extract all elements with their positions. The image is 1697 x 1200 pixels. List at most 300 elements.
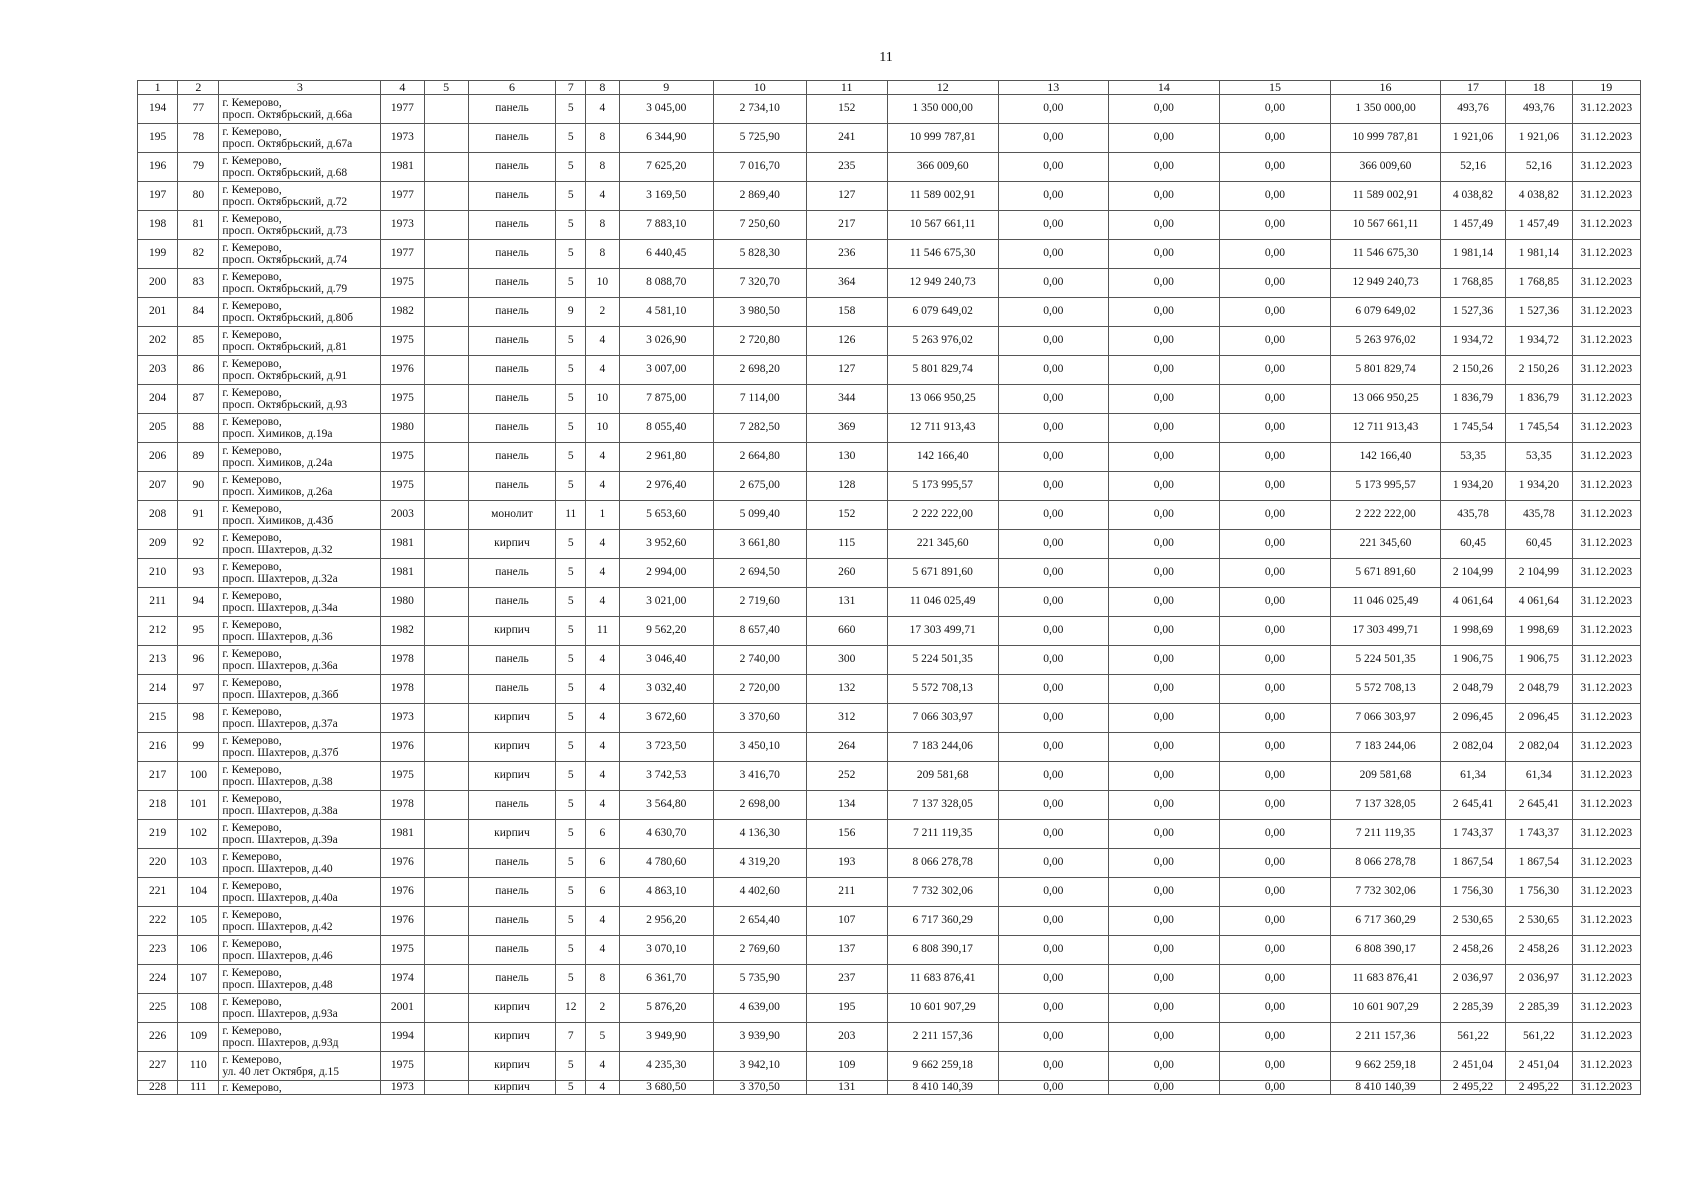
cell-col-9: 4 630,70 (619, 820, 714, 849)
cell-col-9: 3 680,50 (619, 1081, 714, 1095)
cell-col-11: 217 (806, 211, 887, 240)
cell-col-8: 4 (586, 704, 619, 733)
cell-col-17: 1 743,37 (1440, 820, 1505, 849)
cell-col-17: 2 530,65 (1440, 907, 1505, 936)
cell-col-12: 366 009,60 (887, 153, 998, 182)
cell-col-6: панель (468, 588, 555, 617)
cell-col-12: 5 801 829,74 (887, 356, 998, 385)
table-row (138, 530, 1641, 559)
cell-col-8: 6 (586, 849, 619, 878)
cell-col-15: 0,00 (1219, 414, 1331, 443)
cell-col-9: 8 088,70 (619, 269, 714, 298)
cell-col-15: 0,00 (1219, 675, 1331, 704)
cell-col-2: 97 (178, 675, 219, 704)
address-cell (219, 327, 381, 356)
cell-col-15: 0,00 (1219, 472, 1331, 501)
cell-col-18: 4 061,64 (1506, 588, 1572, 617)
cell-col-12: 9 662 259,18 (887, 1052, 998, 1081)
table-row (138, 617, 1641, 646)
cell-col-15: 0,00 (1219, 733, 1331, 762)
table-row (138, 385, 1641, 414)
cell-col-11: 195 (806, 994, 887, 1023)
cell-col-5 (424, 182, 468, 211)
cell-col-1: 225 (138, 994, 178, 1023)
cell-col-1: 212 (138, 617, 178, 646)
cell-col-16: 5 801 829,74 (1331, 356, 1441, 385)
cell-col-6: панель (468, 182, 555, 211)
cell-col-16: 5 173 995,57 (1331, 472, 1441, 501)
cell-col-15: 0,00 (1219, 878, 1331, 907)
cell-col-1: 219 (138, 820, 178, 849)
cell-col-16: 11 046 025,49 (1331, 588, 1441, 617)
page-number: 11 (879, 50, 893, 65)
cell-col-12: 7 137 328,05 (887, 791, 998, 820)
address-line: г. Кемерово, (222, 300, 282, 312)
cell-col-9: 3 046,40 (619, 646, 714, 675)
cell-col-1: 216 (138, 733, 178, 762)
cell-col-5 (424, 1052, 468, 1081)
cell-col-19: 31.12.2023 (1572, 356, 1640, 385)
cell-col-5 (424, 791, 468, 820)
cell-col-14: 0,00 (1109, 1081, 1220, 1095)
cell-col-14: 0,00 (1109, 820, 1220, 849)
cell-col-8: 4 (586, 646, 619, 675)
cell-col-12: 142 166,40 (887, 443, 998, 472)
cell-col-1: 194 (138, 95, 178, 124)
table-row (138, 211, 1641, 240)
cell-col-12: 10 999 787,81 (887, 124, 998, 153)
cell-col-8: 4 (586, 588, 619, 617)
cell-col-18: 1 743,37 (1506, 820, 1572, 849)
cell-col-6: панель (468, 791, 555, 820)
address-line: просп. Шахтеров, д.46 (222, 950, 333, 962)
cell-col-12: 7 183 244,06 (887, 733, 998, 762)
cell-col-5 (424, 907, 468, 936)
cell-col-6: панель (468, 211, 555, 240)
cell-col-15: 0,00 (1219, 849, 1331, 878)
cell-col-8: 6 (586, 878, 619, 907)
table-row (138, 762, 1641, 791)
cell-col-13: 0,00 (998, 1081, 1109, 1095)
table-row (138, 733, 1641, 762)
cell-col-5 (424, 240, 468, 269)
cell-col-7: 5 (556, 820, 586, 849)
cell-col-11: 235 (806, 153, 887, 182)
cell-col-4: 1978 (381, 791, 424, 820)
cell-col-6: кирпич (468, 704, 555, 733)
cell-col-17: 435,78 (1440, 501, 1505, 530)
cell-col-5 (424, 298, 468, 327)
table-row (138, 1052, 1641, 1081)
cell-col-12: 12 949 240,73 (887, 269, 998, 298)
cell-col-8: 4 (586, 182, 619, 211)
cell-col-8: 4 (586, 443, 619, 472)
address-line: г. Кемерово, (222, 967, 282, 979)
cell-col-14: 0,00 (1109, 791, 1220, 820)
cell-col-1: 211 (138, 588, 178, 617)
cell-col-10: 4 639,00 (714, 994, 806, 1023)
cell-col-9: 7 883,10 (619, 211, 714, 240)
cell-col-1: 199 (138, 240, 178, 269)
cell-col-15: 0,00 (1219, 907, 1331, 936)
cell-col-1: 196 (138, 153, 178, 182)
cell-col-5 (424, 994, 468, 1023)
table-row (138, 820, 1641, 849)
cell-col-2: 91 (178, 501, 219, 530)
cell-col-16: 11 546 675,30 (1331, 240, 1441, 269)
cell-col-14: 0,00 (1109, 675, 1220, 704)
cell-col-8: 5 (586, 1023, 619, 1052)
cell-col-5 (424, 356, 468, 385)
cell-col-7: 5 (556, 182, 586, 211)
address-line: просп. Шахтеров, д.93д (222, 1037, 339, 1049)
cell-col-10: 7 320,70 (714, 269, 806, 298)
cell-col-4: 1976 (381, 878, 424, 907)
cell-col-7: 12 (556, 994, 586, 1023)
table-row (138, 791, 1641, 820)
address-line: просп. Химиков, д.24а (222, 457, 333, 469)
cell-col-9: 3 952,60 (619, 530, 714, 559)
cell-col-18: 2 104,99 (1506, 559, 1572, 588)
cell-col-7: 5 (556, 472, 586, 501)
column-header: 12 (887, 81, 998, 95)
cell-col-13: 0,00 (998, 327, 1109, 356)
cell-col-2: 96 (178, 646, 219, 675)
cell-col-14: 0,00 (1109, 443, 1220, 472)
cell-col-1: 226 (138, 1023, 178, 1052)
cell-col-8: 2 (586, 298, 619, 327)
cell-col-4: 1976 (381, 356, 424, 385)
cell-col-13: 0,00 (998, 907, 1109, 936)
table-row (138, 1081, 1641, 1095)
cell-col-12: 5 263 976,02 (887, 327, 998, 356)
cell-col-17: 1 998,69 (1440, 617, 1505, 646)
cell-col-5 (424, 878, 468, 907)
table-row (138, 356, 1641, 385)
column-header: 16 (1331, 81, 1441, 95)
cell-col-9: 3 564,80 (619, 791, 714, 820)
cell-col-2: 107 (178, 965, 219, 994)
cell-col-6: кирпич (468, 820, 555, 849)
cell-col-11: 152 (806, 95, 887, 124)
cell-col-10: 5 828,30 (714, 240, 806, 269)
cell-col-19: 31.12.2023 (1572, 298, 1640, 327)
cell-col-13: 0,00 (998, 182, 1109, 211)
cell-col-1: 202 (138, 327, 178, 356)
cell-col-11: 300 (806, 646, 887, 675)
cell-col-18: 1 867,54 (1506, 849, 1572, 878)
table-row (138, 124, 1641, 153)
cell-col-15: 0,00 (1219, 936, 1331, 965)
address-line: г. Кемерово, (222, 416, 282, 428)
cell-col-19: 31.12.2023 (1572, 472, 1640, 501)
cell-col-10: 2 869,40 (714, 182, 806, 211)
address-line: просп. Шахтеров, д.32а (222, 573, 338, 585)
cell-col-5 (424, 704, 468, 733)
cell-col-17: 1 906,75 (1440, 646, 1505, 675)
cell-col-9: 7 875,00 (619, 385, 714, 414)
cell-col-9: 3 949,90 (619, 1023, 714, 1052)
cell-col-16: 10 999 787,81 (1331, 124, 1441, 153)
cell-col-4: 1981 (381, 559, 424, 588)
cell-col-10: 3 939,90 (714, 1023, 806, 1052)
cell-col-9: 3 032,40 (619, 675, 714, 704)
cell-col-9: 5 653,60 (619, 501, 714, 530)
cell-col-1: 221 (138, 878, 178, 907)
cell-col-1: 195 (138, 124, 178, 153)
cell-col-16: 5 263 976,02 (1331, 327, 1441, 356)
cell-col-11: 131 (806, 1081, 887, 1095)
cell-col-18: 435,78 (1506, 501, 1572, 530)
address-line: просп. Шахтеров, д.40а (222, 892, 338, 904)
cell-col-13: 0,00 (998, 530, 1109, 559)
cell-col-6: кирпич (468, 1081, 555, 1095)
address-line: просп. Шахтеров, д.40 (222, 863, 333, 875)
cell-col-1: 214 (138, 675, 178, 704)
address-line: просп. Октябрьский, д.91 (222, 370, 348, 382)
cell-col-6: панель (468, 443, 555, 472)
cell-col-14: 0,00 (1109, 182, 1220, 211)
cell-col-10: 5 099,40 (714, 501, 806, 530)
cell-col-10: 3 942,10 (714, 1052, 806, 1081)
cell-col-15: 0,00 (1219, 269, 1331, 298)
cell-col-15: 0,00 (1219, 153, 1331, 182)
cell-col-18: 60,45 (1506, 530, 1572, 559)
cell-col-18: 1 906,75 (1506, 646, 1572, 675)
cell-col-11: 107 (806, 907, 887, 936)
cell-col-7: 5 (556, 385, 586, 414)
address-line: просп. Шахтеров, д.93а (222, 1008, 338, 1020)
cell-col-4: 1975 (381, 1052, 424, 1081)
address-cell (219, 414, 381, 443)
cell-col-12: 8 410 140,39 (887, 1081, 998, 1095)
cell-col-14: 0,00 (1109, 356, 1220, 385)
cell-col-13: 0,00 (998, 356, 1109, 385)
cell-col-11: 252 (806, 762, 887, 791)
cell-col-17: 2 082,04 (1440, 733, 1505, 762)
address-line: просп. Шахтеров, д.36а (222, 660, 338, 672)
address-line: просп. Октябрьский, д.68 (222, 167, 348, 179)
cell-col-12: 5 224 501,35 (887, 646, 998, 675)
address-cell (219, 907, 381, 936)
cell-col-9: 3 742,53 (619, 762, 714, 791)
cell-col-4: 1976 (381, 849, 424, 878)
cell-col-16: 7 211 119,35 (1331, 820, 1441, 849)
cell-col-12: 17 303 499,71 (887, 617, 998, 646)
cell-col-11: 237 (806, 965, 887, 994)
table-row (138, 588, 1641, 617)
cell-col-8: 4 (586, 762, 619, 791)
cell-col-11: 128 (806, 472, 887, 501)
cell-col-2: 78 (178, 124, 219, 153)
cell-col-12: 1 350 000,00 (887, 95, 998, 124)
cell-col-6: панель (468, 559, 555, 588)
cell-col-2: 83 (178, 269, 219, 298)
address-line: г. Кемерово, (222, 619, 282, 631)
cell-col-15: 0,00 (1219, 501, 1331, 530)
cell-col-8: 6 (586, 820, 619, 849)
address-line: г. Кемерово, (222, 880, 282, 892)
cell-col-12: 13 066 950,25 (887, 385, 998, 414)
cell-col-9: 2 976,40 (619, 472, 714, 501)
cell-col-18: 2 036,97 (1506, 965, 1572, 994)
cell-col-14: 0,00 (1109, 646, 1220, 675)
address-line: просп. Шахтеров, д.37б (222, 747, 339, 759)
cell-col-15: 0,00 (1219, 95, 1331, 124)
table-row (138, 646, 1641, 675)
cell-col-16: 5 224 501,35 (1331, 646, 1441, 675)
cell-col-16: 9 662 259,18 (1331, 1052, 1441, 1081)
cell-col-9: 4 581,10 (619, 298, 714, 327)
cell-col-14: 0,00 (1109, 559, 1220, 588)
table-row (138, 936, 1641, 965)
cell-col-1: 210 (138, 559, 178, 588)
cell-col-6: кирпич (468, 733, 555, 762)
cell-col-16: 8 066 278,78 (1331, 849, 1441, 878)
cell-col-4: 1981 (381, 530, 424, 559)
cell-col-5 (424, 675, 468, 704)
cell-col-12: 2 211 157,36 (887, 1023, 998, 1052)
cell-col-17: 60,45 (1440, 530, 1505, 559)
column-header: 6 (468, 81, 555, 95)
cell-col-6: кирпич (468, 762, 555, 791)
address-line: г. Кемерово, (222, 532, 282, 544)
table-row (138, 414, 1641, 443)
table-row (138, 298, 1641, 327)
cell-col-5 (424, 820, 468, 849)
cell-col-5 (424, 530, 468, 559)
column-header: 5 (424, 81, 468, 95)
cell-col-19: 31.12.2023 (1572, 385, 1640, 414)
cell-col-15: 0,00 (1219, 211, 1331, 240)
cell-col-14: 0,00 (1109, 414, 1220, 443)
table-row (138, 182, 1641, 211)
cell-col-19: 31.12.2023 (1572, 530, 1640, 559)
address-cell (219, 153, 381, 182)
cell-col-2: 111 (178, 1081, 219, 1095)
address-line: г. Кемерово, (222, 387, 282, 399)
cell-col-18: 1 921,06 (1506, 124, 1572, 153)
cell-col-16: 7 183 244,06 (1331, 733, 1441, 762)
cell-col-19: 31.12.2023 (1572, 907, 1640, 936)
cell-col-17: 2 645,41 (1440, 791, 1505, 820)
cell-col-15: 0,00 (1219, 1023, 1331, 1052)
cell-col-1: 228 (138, 1081, 178, 1095)
cell-col-11: 660 (806, 617, 887, 646)
cell-col-14: 0,00 (1109, 211, 1220, 240)
cell-col-17: 1 867,54 (1440, 849, 1505, 878)
cell-col-9: 3 021,00 (619, 588, 714, 617)
cell-col-15: 0,00 (1219, 791, 1331, 820)
cell-col-19: 31.12.2023 (1572, 791, 1640, 820)
cell-col-5 (424, 936, 468, 965)
cell-col-14: 0,00 (1109, 240, 1220, 269)
cell-col-2: 99 (178, 733, 219, 762)
cell-col-12: 2 222 222,00 (887, 501, 998, 530)
table-row (138, 501, 1641, 530)
address-line: просп. Химиков, д.43б (222, 515, 334, 527)
cell-col-17: 1 934,20 (1440, 472, 1505, 501)
cell-col-18: 52,16 (1506, 153, 1572, 182)
cell-col-7: 5 (556, 936, 586, 965)
cell-col-18: 4 038,82 (1506, 182, 1572, 211)
cell-col-5 (424, 443, 468, 472)
cell-col-15: 0,00 (1219, 704, 1331, 733)
cell-col-13: 0,00 (998, 588, 1109, 617)
address-cell (219, 385, 381, 414)
cell-col-10: 3 450,10 (714, 733, 806, 762)
cell-col-4: 1981 (381, 820, 424, 849)
cell-col-15: 0,00 (1219, 443, 1331, 472)
cell-col-6: панель (468, 472, 555, 501)
cell-col-19: 31.12.2023 (1572, 327, 1640, 356)
cell-col-4: 1973 (381, 124, 424, 153)
cell-col-5 (424, 588, 468, 617)
cell-col-6: панель (468, 878, 555, 907)
table-row (138, 907, 1641, 936)
cell-col-6: панель (468, 646, 555, 675)
cell-col-1: 222 (138, 907, 178, 936)
cell-col-2: 101 (178, 791, 219, 820)
cell-col-12: 7 732 302,06 (887, 878, 998, 907)
cell-col-13: 0,00 (998, 472, 1109, 501)
cell-col-1: 223 (138, 936, 178, 965)
cell-col-7: 5 (556, 414, 586, 443)
cell-col-2: 85 (178, 327, 219, 356)
cell-col-10: 2 734,10 (714, 95, 806, 124)
cell-col-11: 156 (806, 820, 887, 849)
table-row (138, 1023, 1641, 1052)
cell-col-18: 2 048,79 (1506, 675, 1572, 704)
cell-col-9: 4 780,60 (619, 849, 714, 878)
cell-col-7: 5 (556, 907, 586, 936)
cell-col-19: 31.12.2023 (1572, 617, 1640, 646)
cell-col-14: 0,00 (1109, 994, 1220, 1023)
address-cell (219, 675, 381, 704)
cell-col-4: 1975 (381, 385, 424, 414)
cell-col-12: 6 079 649,02 (887, 298, 998, 327)
address-line: г. Кемерово, (222, 329, 282, 341)
cell-col-4: 1975 (381, 269, 424, 298)
cell-col-15: 0,00 (1219, 182, 1331, 211)
cell-col-12: 10 601 907,29 (887, 994, 998, 1023)
cell-col-11: 193 (806, 849, 887, 878)
cell-col-8: 8 (586, 124, 619, 153)
address-line: просп. Химиков, д.26а (222, 486, 333, 498)
cell-col-2: 110 (178, 1052, 219, 1081)
cell-col-19: 31.12.2023 (1572, 240, 1640, 269)
cell-col-5 (424, 617, 468, 646)
cell-col-19: 31.12.2023 (1572, 588, 1640, 617)
address-line: г. Кемерово, (222, 764, 282, 776)
cell-col-4: 1973 (381, 211, 424, 240)
cell-col-4: 1974 (381, 965, 424, 994)
address-line: просп. Шахтеров, д.36б (222, 689, 339, 701)
cell-col-9: 6 344,90 (619, 124, 714, 153)
column-header: 19 (1572, 81, 1640, 95)
cell-col-4: 1981 (381, 153, 424, 182)
cell-col-9: 2 994,00 (619, 559, 714, 588)
cell-col-14: 0,00 (1109, 530, 1220, 559)
cell-col-6: панель (468, 385, 555, 414)
cell-col-8: 4 (586, 675, 619, 704)
cell-col-9: 3 169,50 (619, 182, 714, 211)
cell-col-6: панель (468, 965, 555, 994)
cell-col-6: кирпич (468, 994, 555, 1023)
address-line: просп. Октябрьский, д.73 (222, 225, 348, 237)
cell-col-1: 207 (138, 472, 178, 501)
cell-col-16: 8 410 140,39 (1331, 1081, 1441, 1095)
